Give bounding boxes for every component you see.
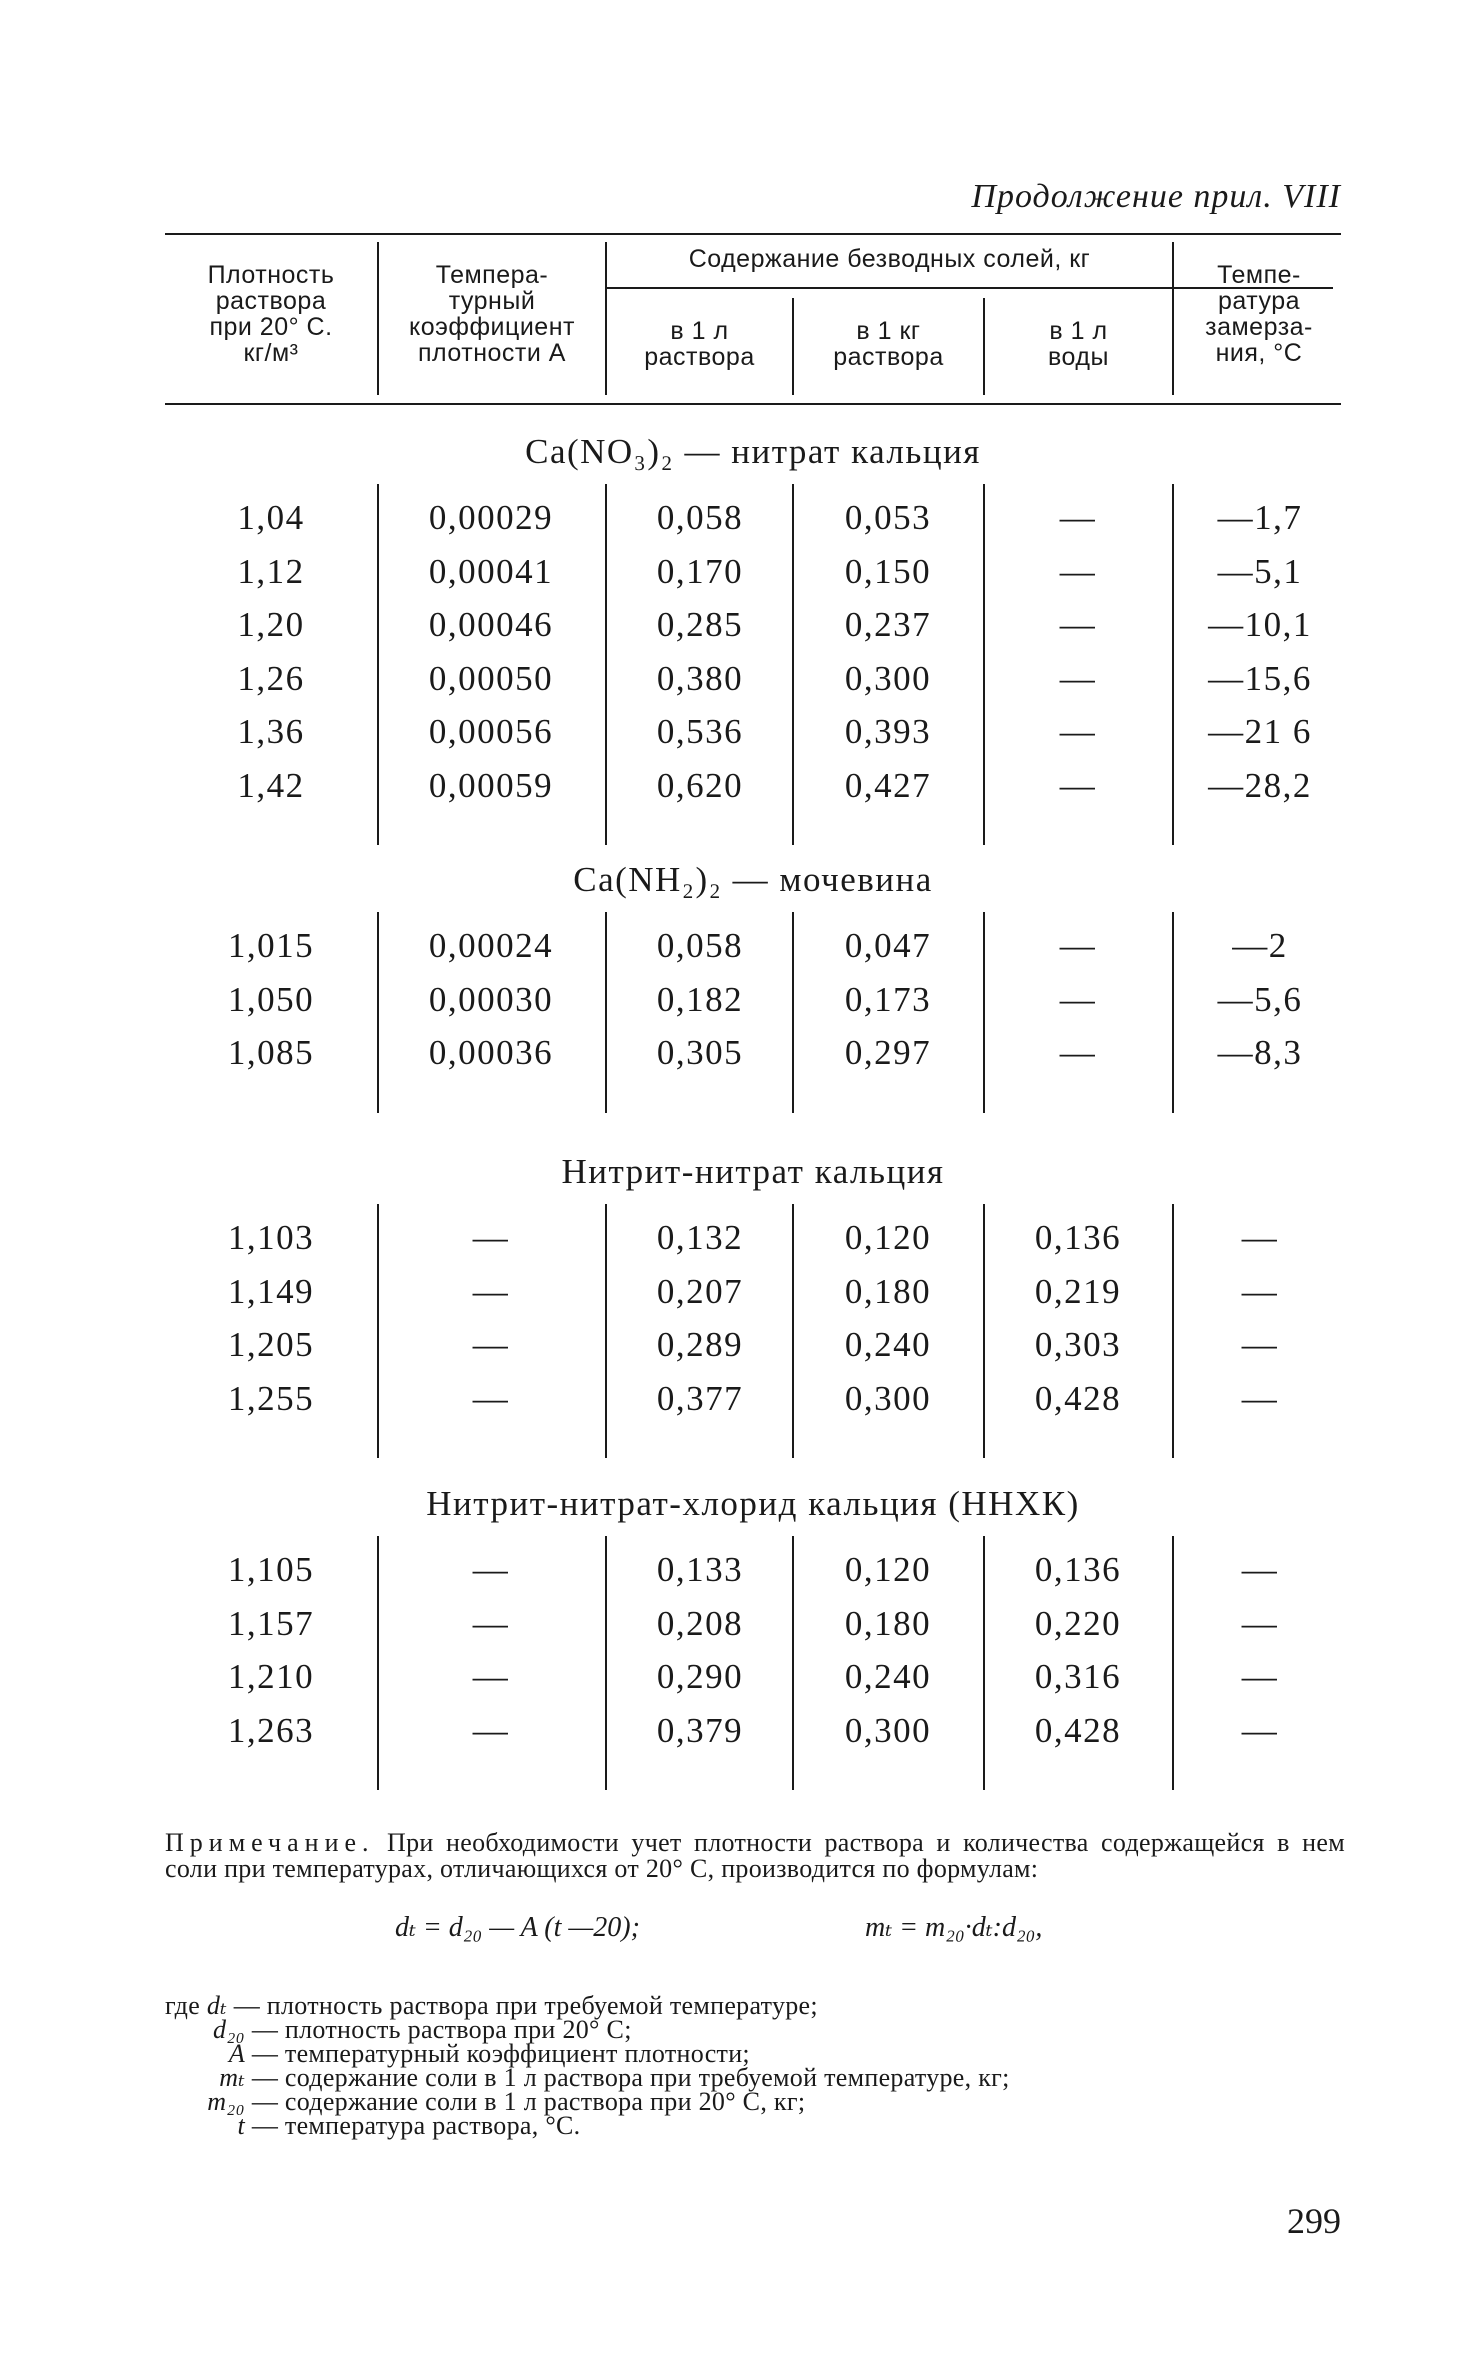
table-cell: — bbox=[1059, 498, 1097, 537]
table-cell: 0,305 bbox=[656, 1033, 744, 1072]
legend bbox=[165, 1991, 1010, 2140]
column-divider bbox=[377, 1536, 379, 1790]
table-cell: 0,300 bbox=[844, 1378, 932, 1418]
section-title: Нитрит-нитрат-хлорид кальция (ННХК) bbox=[426, 1484, 1080, 1523]
section-title: Ca(NO₃)₂ — нитрат кальция bbox=[525, 432, 981, 471]
table-cell: — bbox=[1059, 712, 1097, 751]
table-cell: — bbox=[1059, 658, 1097, 698]
table-cell: — bbox=[472, 1271, 510, 1311]
column-divider bbox=[605, 1536, 607, 1790]
table-cell: 0,379 bbox=[656, 1710, 744, 1750]
table-cell: 0,285 bbox=[656, 605, 744, 644]
table-cell: 1,210 bbox=[227, 1657, 315, 1696]
table-cell: — bbox=[472, 1603, 510, 1643]
table-cell: — bbox=[1241, 1325, 1279, 1364]
note-paragraph bbox=[165, 1830, 1345, 1882]
table-cell: — bbox=[1241, 1271, 1279, 1311]
table-cell: — bbox=[1241, 1657, 1279, 1696]
table-cell: 0,536 bbox=[656, 712, 744, 751]
table-cell: 0,240 bbox=[844, 1657, 932, 1696]
legend-row: mₜ — содержание соли в 1 л раствора при требуемой температуре, кг; bbox=[219, 2063, 1010, 2092]
table-cell: 1,04 bbox=[237, 498, 305, 537]
column-divider bbox=[983, 1204, 985, 1458]
table-cell: 0,380 bbox=[656, 658, 744, 698]
formula-density: dₜ = d₂₀ — A (t —20); bbox=[395, 1912, 640, 1943]
legend-row: A — температурный коэффициент плотности; bbox=[228, 2039, 750, 2068]
header-bottom-rule bbox=[165, 403, 1341, 405]
table-cell: — bbox=[1059, 926, 1097, 965]
header-temp-coef: Темпера- турный коэффициент плотности А bbox=[409, 261, 575, 367]
table-cell: 0,047 bbox=[844, 926, 932, 965]
formula-content: mₜ = m₂₀·dₜ:d₂₀, bbox=[865, 1912, 1043, 1943]
where-label: где bbox=[165, 1991, 201, 2020]
column-divider bbox=[983, 912, 985, 1113]
column-divider bbox=[377, 1204, 379, 1458]
column-divider bbox=[792, 1536, 794, 1790]
table-cell: 0,00029 bbox=[428, 498, 554, 537]
table-cell: 0,00024 bbox=[428, 926, 554, 965]
table-cell: 1,26 bbox=[237, 658, 305, 698]
table-cell: 0,182 bbox=[656, 979, 744, 1019]
column-divider bbox=[377, 484, 379, 845]
table-cell: 0,180 bbox=[844, 1271, 932, 1311]
table-cell: 0,136 bbox=[1034, 1218, 1122, 1257]
table-cell: — bbox=[472, 1325, 510, 1364]
table-cell: — bbox=[1059, 979, 1097, 1019]
header-density: Плотность раствора при 20° С. кг/м³ bbox=[207, 261, 335, 367]
table-cell: — bbox=[472, 1657, 510, 1696]
table-cell: — bbox=[1059, 1033, 1097, 1072]
table-cell: 0,300 bbox=[844, 658, 932, 698]
table-cell: —15,6 bbox=[1208, 658, 1312, 698]
data-table bbox=[165, 0, 1341, 1830]
table-cell: 0,240 bbox=[844, 1325, 932, 1364]
table-cell: 0,316 bbox=[1034, 1657, 1122, 1696]
table-cell: — bbox=[1241, 1603, 1279, 1643]
table-cell: — bbox=[472, 1710, 510, 1750]
table-cell: 0,220 bbox=[1034, 1603, 1122, 1643]
column-divider bbox=[605, 912, 607, 1113]
header-per-liter-water: в 1 л воды bbox=[1048, 317, 1109, 371]
table-cell: —5,1 bbox=[1217, 551, 1303, 591]
column-divider bbox=[377, 912, 379, 1113]
column-divider bbox=[605, 1204, 607, 1458]
table-cell: 0,00041 bbox=[428, 551, 554, 591]
table-cell: 0,297 bbox=[844, 1033, 932, 1072]
page-number: 299 bbox=[1287, 2201, 1341, 2241]
table-cell: —28,2 bbox=[1208, 765, 1312, 805]
table-cell: 1,103 bbox=[227, 1218, 315, 1257]
table-cell: 0,120 bbox=[844, 1218, 932, 1257]
table-cell: 1,36 bbox=[237, 712, 305, 751]
table-cell: — bbox=[472, 1378, 510, 1418]
column-divider bbox=[1172, 1204, 1174, 1458]
table-cell: —8,3 bbox=[1217, 1033, 1303, 1072]
table-cell: 0,428 bbox=[1034, 1710, 1122, 1750]
table-cell: — bbox=[1241, 1710, 1279, 1750]
table-cell: — bbox=[472, 1218, 510, 1257]
table-cell: 0,237 bbox=[844, 605, 932, 644]
table-cell: 0,207 bbox=[656, 1271, 744, 1311]
table-cell: 0,133 bbox=[656, 1550, 744, 1589]
table-cell: 1,015 bbox=[227, 926, 315, 965]
table-cell: 0,00030 bbox=[428, 979, 554, 1019]
table-cell: 1,149 bbox=[227, 1271, 315, 1311]
table-cell: 0,00059 bbox=[428, 765, 554, 805]
table-cell: 1,20 bbox=[237, 605, 305, 644]
table-cell: 0,208 bbox=[656, 1603, 744, 1643]
table-cell: — bbox=[472, 1550, 510, 1589]
table-cell: 1,157 bbox=[227, 1603, 315, 1643]
table-cell: 0,170 bbox=[656, 551, 744, 591]
table-cell: 0,00046 bbox=[428, 605, 554, 644]
section-title: Нитрит-нитрат кальция bbox=[561, 1152, 945, 1191]
table-cell: 0,180 bbox=[844, 1603, 932, 1643]
table-cell: 0,136 bbox=[1034, 1550, 1122, 1589]
table-cell: 0,620 bbox=[656, 765, 744, 805]
legend-row: где dₜ — плотность раствора при требуемой температуре; bbox=[165, 1991, 818, 2020]
table-cell: —21 6 bbox=[1208, 712, 1312, 751]
table-cell: —5,6 bbox=[1217, 979, 1303, 1019]
table-cell: 0,303 bbox=[1034, 1325, 1122, 1364]
column-divider bbox=[983, 1536, 985, 1790]
column-divider bbox=[792, 912, 794, 1113]
table-cell: 0,00036 bbox=[428, 1033, 554, 1072]
column-divider bbox=[792, 484, 794, 845]
table-cell: — bbox=[1241, 1378, 1279, 1418]
table-cell: 1,263 bbox=[227, 1710, 315, 1750]
table-cell: 0,120 bbox=[844, 1550, 932, 1589]
table-cell: — bbox=[1059, 551, 1097, 591]
table-cell: — bbox=[1059, 605, 1097, 644]
legend-row: d₂₀ — плотность раствора при 20° С; bbox=[213, 2015, 632, 2044]
table-cell: 1,42 bbox=[237, 765, 305, 805]
note-text: При необходимости учет плотности раствора и количества содержащейся в нем соли при температурах, отличающихся от 20° С, производится по формулам: bbox=[165, 1828, 1345, 1883]
header-salt-content: Содержание безводных солей, кг bbox=[688, 245, 1091, 273]
table-cell: 0,219 bbox=[1034, 1271, 1122, 1311]
table-cell: 0,289 bbox=[656, 1325, 744, 1364]
table-cell: —10,1 bbox=[1208, 605, 1312, 644]
table-cell: 0,173 bbox=[844, 979, 932, 1019]
section-title: Ca(NH₂)₂ — мочевина bbox=[573, 860, 933, 899]
column-divider bbox=[1172, 1536, 1174, 1790]
table-cell: — bbox=[1059, 765, 1097, 805]
table-top-rule bbox=[165, 233, 1341, 235]
table-cell: —2 bbox=[1232, 926, 1288, 965]
table-cell: 1,050 bbox=[227, 979, 315, 1019]
table-cell: 0,053 bbox=[844, 498, 932, 537]
header-per-kg-solution: в 1 кг раствора bbox=[833, 317, 944, 371]
table-cell: 0,00056 bbox=[428, 712, 554, 751]
table-cell: 0,150 bbox=[844, 551, 932, 591]
table-cell: — bbox=[1241, 1218, 1279, 1257]
table-cell: 0,00050 bbox=[428, 658, 554, 698]
header-freezing-temp: Темпе- ратура замерза- ния, °С bbox=[1205, 261, 1313, 367]
table-cell: 1,12 bbox=[237, 551, 305, 591]
column-divider bbox=[605, 484, 607, 845]
table-cell: 1,255 bbox=[227, 1378, 315, 1418]
header-per-liter-solution: в 1 л раствора bbox=[644, 317, 755, 371]
legend-row: t — температура раствора, °С. bbox=[237, 2111, 581, 2140]
table-cell: 1,085 bbox=[227, 1033, 315, 1072]
table-cell: 0,300 bbox=[844, 1710, 932, 1750]
table-cell: 0,132 bbox=[656, 1218, 744, 1257]
table-cell: 0,377 bbox=[656, 1378, 744, 1418]
table-cell: 0,058 bbox=[656, 498, 744, 537]
running-head: Продолжение прил. VIII bbox=[971, 178, 1341, 215]
table-cell: 0,058 bbox=[656, 926, 744, 965]
column-divider bbox=[983, 484, 985, 845]
table-cell: 1,105 bbox=[227, 1550, 315, 1589]
table-cell: — bbox=[1241, 1550, 1279, 1589]
column-divider bbox=[1172, 484, 1174, 845]
table-cell: 1,205 bbox=[227, 1325, 315, 1364]
table-cell: 0,428 bbox=[1034, 1378, 1122, 1418]
column-divider bbox=[1172, 912, 1174, 1113]
column-divider bbox=[792, 1204, 794, 1458]
table-cell: 0,393 bbox=[844, 712, 932, 751]
legend-row: m₂₀ — содержание соли в 1 л раствора при 20° С, кг; bbox=[207, 2087, 806, 2116]
table-cell: 0,290 bbox=[656, 1657, 744, 1696]
table-cell: 0,427 bbox=[844, 765, 932, 805]
note-label: Примечание. bbox=[165, 1828, 375, 1857]
table-cell: —1,7 bbox=[1217, 498, 1303, 537]
